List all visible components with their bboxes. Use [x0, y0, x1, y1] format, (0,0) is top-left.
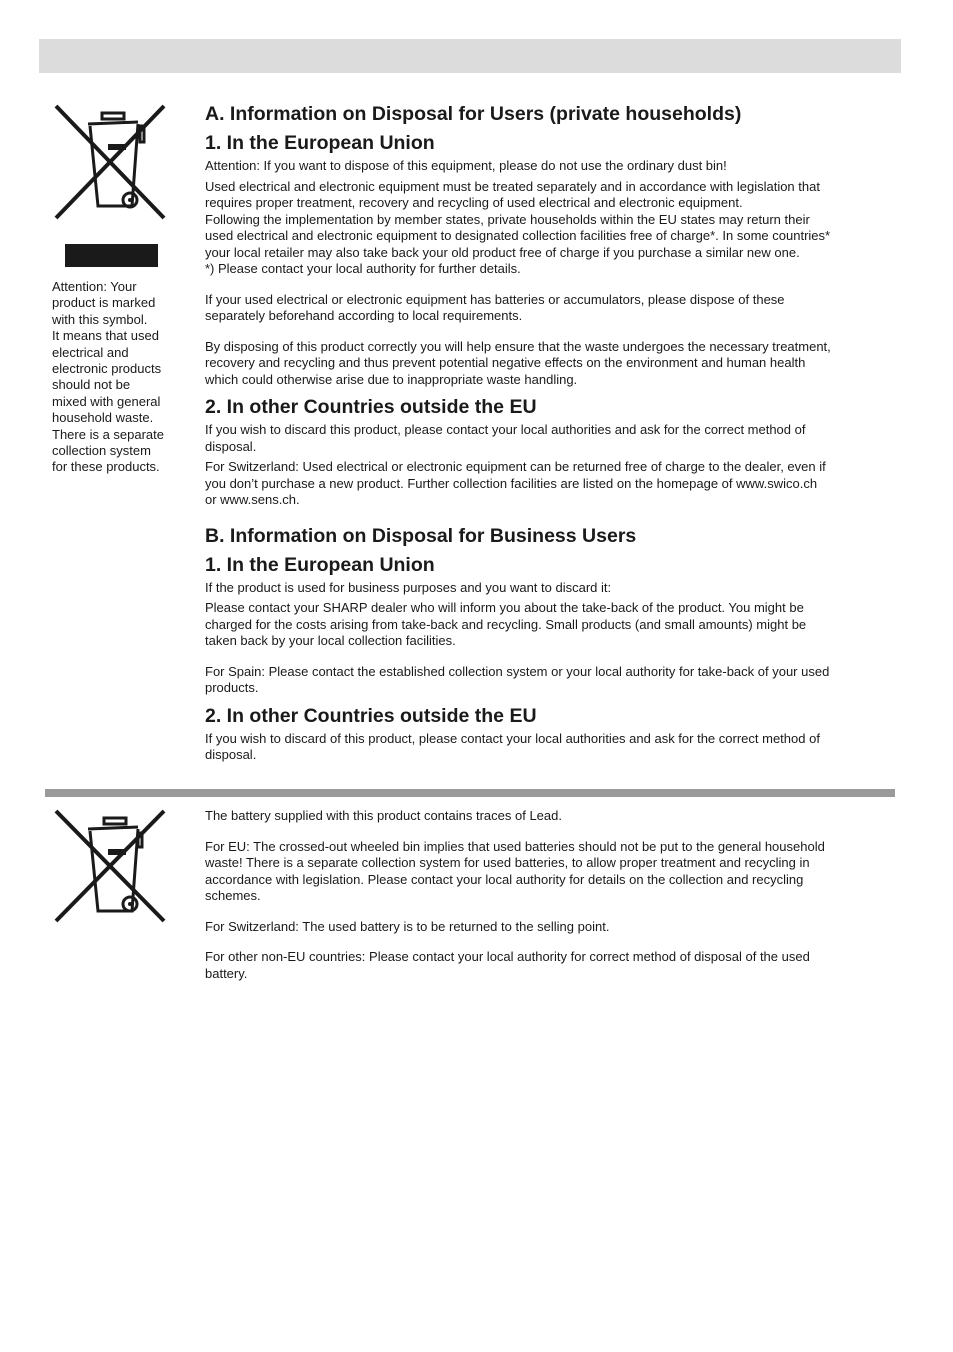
- business-other-text: [205, 731, 895, 764]
- text-line: separately beforehand according to local requirements.: [205, 308, 523, 323]
- black-bar: [65, 244, 158, 267]
- dealer-text: [205, 600, 895, 650]
- header-band: [39, 39, 901, 73]
- text-line: If your used electrical or electronic equipment has batteries or accumulators, please dispose of these: [205, 291, 785, 307]
- section-b-other-heading: 2. In other Countries outside the EU: [205, 704, 537, 727]
- text-line: products.: [205, 680, 259, 695]
- crossed-out-wheeled-bin-icon: [52, 102, 168, 222]
- text-line: battery.: [205, 965, 248, 981]
- battery-lead-text: The battery supplied with this product contains traces of Lead.: [205, 808, 562, 823]
- text-line: By disposing of this product correctly you will help ensure that the waste undergoes the necessary treatment,: [205, 338, 831, 354]
- text-line: schemes.: [205, 888, 261, 903]
- text-line: Used electrical and electronic equipment must be treated separately and in accordance with legislation that: [205, 178, 820, 194]
- section-divider: [45, 789, 895, 797]
- other-countries-text: [205, 422, 895, 455]
- text-line: waste! There is a separate collection system for used batteries, to allow proper treatment and recycling in: [205, 855, 810, 870]
- text-line: For Switzerland: Used electrical or electronic equipment can be returned free of charge to the dealer, even if: [205, 459, 826, 474]
- text-line: requires proper treatment, recovery and recycling of used electrical and electronic equipment.: [205, 195, 743, 210]
- text-line: disposal.: [205, 438, 257, 454]
- text-line: your local retailer may also take back your old product free of charge if you purchase a similar new one.: [205, 244, 800, 260]
- section-b-eu-heading: 1. In the European Union: [205, 553, 435, 576]
- eu-attention-text: Attention: If you want to dispose of this equipment, please do not use the ordinary dust bin!: [205, 158, 727, 173]
- text-line: disposal.: [205, 747, 257, 762]
- text-line: accordance with legislation. Please contact your local authority for details on the collection and recycling: [205, 871, 804, 887]
- battery-switzerland-text: For Switzerland: The used battery is to be returned to the selling point.: [205, 918, 610, 934]
- main-content: [205, 101, 895, 764]
- text-line: If you wish to discard this product, please contact your local authorities and ask for the correct method of: [205, 422, 806, 437]
- text-line: *) Please contact your local authority for further details.: [205, 261, 521, 276]
- section-a-other-heading: 2. In other Countries outside the EU: [205, 396, 537, 418]
- battery-other-text: [205, 949, 895, 982]
- text-line: For other non-EU countries: Please contact your local authority for correct method of disposal of the used: [205, 949, 810, 964]
- section-b-heading: B. Information on Disposal for Business Users: [205, 524, 637, 547]
- text-line: recovery and recycling and thus prevent potential negative effects on the environment and human health: [205, 355, 806, 370]
- crossed-out-wheeled-bin-icon: [52, 807, 168, 925]
- section-a-heading: A. Information on Disposal for Users (private households): [205, 103, 742, 125]
- section-a-eu-heading: 1. In the European Union: [205, 132, 435, 154]
- spain-text: [205, 664, 895, 697]
- eu-batteries-text: [205, 292, 895, 325]
- business-intro-text: If the product is used for business purposes and you want to discard it:: [205, 579, 612, 595]
- text-line: taken back by your local collection facilities.: [205, 633, 456, 648]
- text-line: you don’t purchase a new product. Further collection facilities are listed on the homepage of www.swico.ch: [205, 475, 818, 491]
- eu-disposing-text: [205, 339, 895, 389]
- text-line: For EU: The crossed-out wheeled bin implies that used batteries should not be put to the general household: [205, 838, 825, 854]
- text-line: Following the implementation by member states, private households within the EU states may return their: [205, 211, 810, 227]
- text-line: For Spain: Please contact the established collection system or your local authority for take-back of your used: [205, 663, 830, 679]
- battery-eu-text: [205, 839, 895, 905]
- symbol-note: Attention: Your product is marked with this symbol. It means that used electrical and electronic products should not be mixed with general household waste. There is a separate collection system for these products.: [52, 279, 165, 475]
- text-line: or www.sens.ch.: [205, 492, 300, 507]
- text-line: used electrical and electronic equipment to designated collection facilities free of charge*. In some countries*: [205, 228, 831, 243]
- switzerland-text: [205, 459, 895, 509]
- text-line: which could otherwise arise due to inappropriate waste handling.: [205, 371, 578, 387]
- text-line: If you wish to discard of this product, please contact your local authorities and ask for the correct method of: [205, 730, 820, 746]
- text-line: charged for the costs arising from take-back and recycling. Small products (and small amounts) might be: [205, 616, 807, 632]
- text-line: Please contact your SHARP dealer who will inform you about the take-back of the product. You might be: [205, 600, 804, 615]
- eu-equipment-text: [205, 179, 895, 278]
- battery-content: [205, 808, 895, 982]
